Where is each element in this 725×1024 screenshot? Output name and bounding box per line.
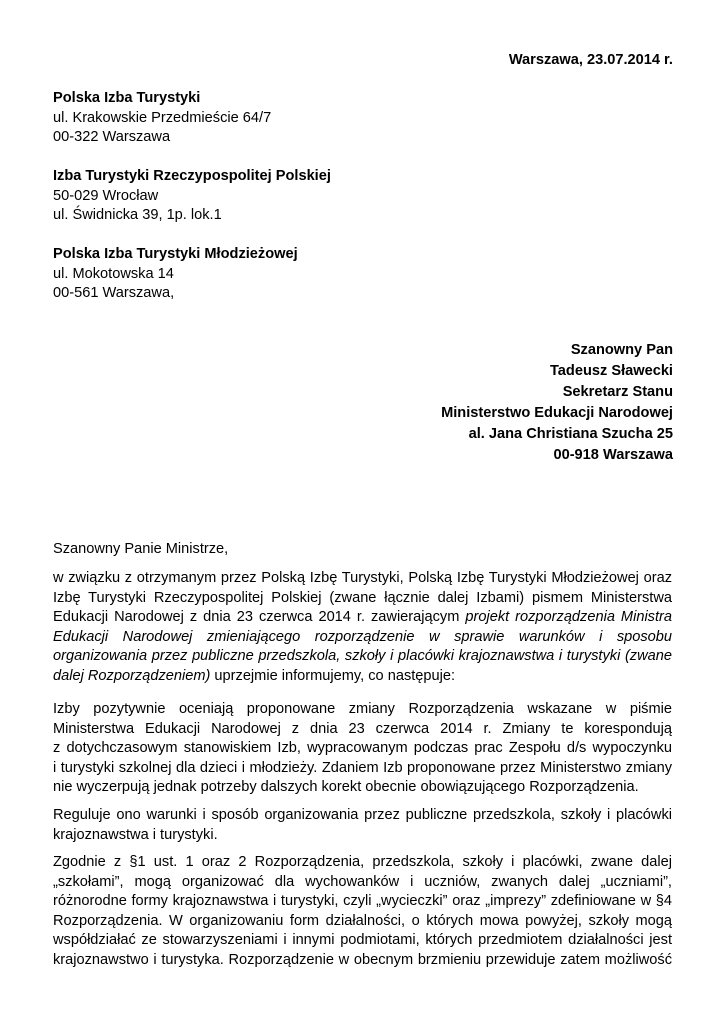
body-paragraph (53, 806, 672, 845)
paragraph-line: Ministerstwa Edukacji Narodowej z dnia 23 czerwca 2014 r. Zmiany te korespondują (53, 720, 672, 737)
recipient-block (441, 340, 673, 466)
paragraph-text: Edukacji Narodowej z dnia 23 czerwca 2014 r. zawierającym (53, 609, 466, 626)
recipient-line: Ministerstwo Edukacji Narodowej (441, 405, 673, 421)
sender-block (53, 167, 673, 226)
body-paragraph (53, 853, 672, 971)
sender-address-line: 00-322 Warszawa (53, 129, 171, 146)
paragraph-line: Izby pozytywnie oceniają proponowane zmiany Rozporządzenia wskazane w piśmie (53, 701, 672, 717)
body-paragraph (53, 569, 672, 687)
paragraph-line: różnorodne formy krajoznawstwa i turystyki, czyli „wycieczki” oraz „imprezy” zdefiniowane w §4 (53, 893, 672, 910)
italic-text: organizowania przez publiczne przedszkola, szkoły i placówki krajoznawstwa i turystyki (zwane (53, 648, 672, 665)
recipient-line: Sekretarz Stanu (562, 384, 673, 400)
salutation: Szanowny Panie Ministrze, (53, 541, 229, 557)
sender-block (53, 245, 673, 304)
italic-text: dalej Rozporządzeniem) (53, 667, 211, 684)
italic-text: Edukacji Narodowej zmieniającego rozporządzenie w sprawie warunków i sposobu (53, 628, 672, 645)
sender-address-line: ul. Mokotowska 14 (53, 265, 174, 282)
paragraph-line: krajoznawstwo i turystyka. Rozporządzenie w obecnym brzmieniu przewiduje zatem możliwość (53, 951, 672, 968)
paragraph-line: z dotychczasowym stanowiskiem Izb, wypracowanym podczas prac Zespołu d/s wypoczynku (53, 740, 672, 757)
recipient-line: Szanowny Pan (570, 342, 673, 358)
paragraph-line (53, 647, 672, 667)
paragraph-line (53, 628, 672, 648)
paragraph-line: Rozporządzenia. W organizowaniu form działalności, o których mowa powyżej, szkoły mogą (53, 912, 672, 929)
paragraph-line: Zgodnie z §1 ust. 1 oraz 2 Rozporządzenia, przedszkola, szkoły i placówki, zwane dalej (53, 854, 672, 870)
paragraph-line: „szkołami”, mogą organizować dla wychowanków i uczniów, zwanych dalej „uczniami”, (53, 873, 672, 890)
sender-name: Polska Izba Turystyki (53, 90, 201, 106)
paragraph-text: uprzejmie informujemy, co następuje: (210, 667, 456, 684)
body-paragraph (53, 700, 672, 798)
paragraph-line: Izbę Turystyki Rzeczypospolitej Polskiej (zwane łącznie dalej Izbami) pismem Ministerstwa (53, 589, 672, 606)
sender-address-line: ul. Krakowskie Przedmieście 64/7 (53, 109, 272, 126)
recipient-line: Tadeusz Sławecki (549, 363, 673, 379)
sender-address-line: 50-029 Wrocław (53, 187, 159, 204)
recipient-line: 00-918 Warszawa (553, 447, 673, 463)
sender-address-line: 00-561 Warszawa, (53, 285, 175, 302)
italic-text: projekt rozporządzenia Ministra (465, 609, 673, 626)
paragraph-line (53, 667, 672, 687)
recipient-line: al. Jana Christiana Szucha 25 (468, 426, 673, 442)
paragraph-line (53, 608, 672, 628)
paragraph-line: krajoznawstwa i turystyki. (53, 826, 218, 843)
paragraph-line: nie wyczerpują jednak potrzeby dalszych korekt obecnie obowiązującego Rozporządzenia. (53, 779, 639, 796)
sender-address-line: ul. Świdnicka 39, 1p. lok.1 (53, 207, 222, 224)
paragraph-line: Reguluje ono warunki i sposób organizowania przez publiczne przedszkola, szkoły i placówki (53, 807, 672, 823)
paragraph-line: i turystyki szkolnej dla dzieci i młodzieży. Zdaniem Izb proponowane przez Ministerstwo zmiany (53, 759, 672, 776)
sender-block (53, 89, 673, 148)
sender-name: Izba Turystyki Rzeczypospolitej Polskiej (53, 168, 331, 184)
paragraph-line: w związku z otrzymanym przez Polską Izbę Turystyki, Polską Izbę Turystyki Młodzieżowej oraz (53, 570, 672, 586)
paragraph-line: współdziałać ze stowarzyszeniami i innymi podmiotami, których przedmiotem działalności jest (53, 932, 672, 949)
letter-date: Warszawa, 23.07.2014 r. (508, 52, 673, 68)
sender-name: Polska Izba Turystyki Młodzieżowej (53, 246, 298, 262)
